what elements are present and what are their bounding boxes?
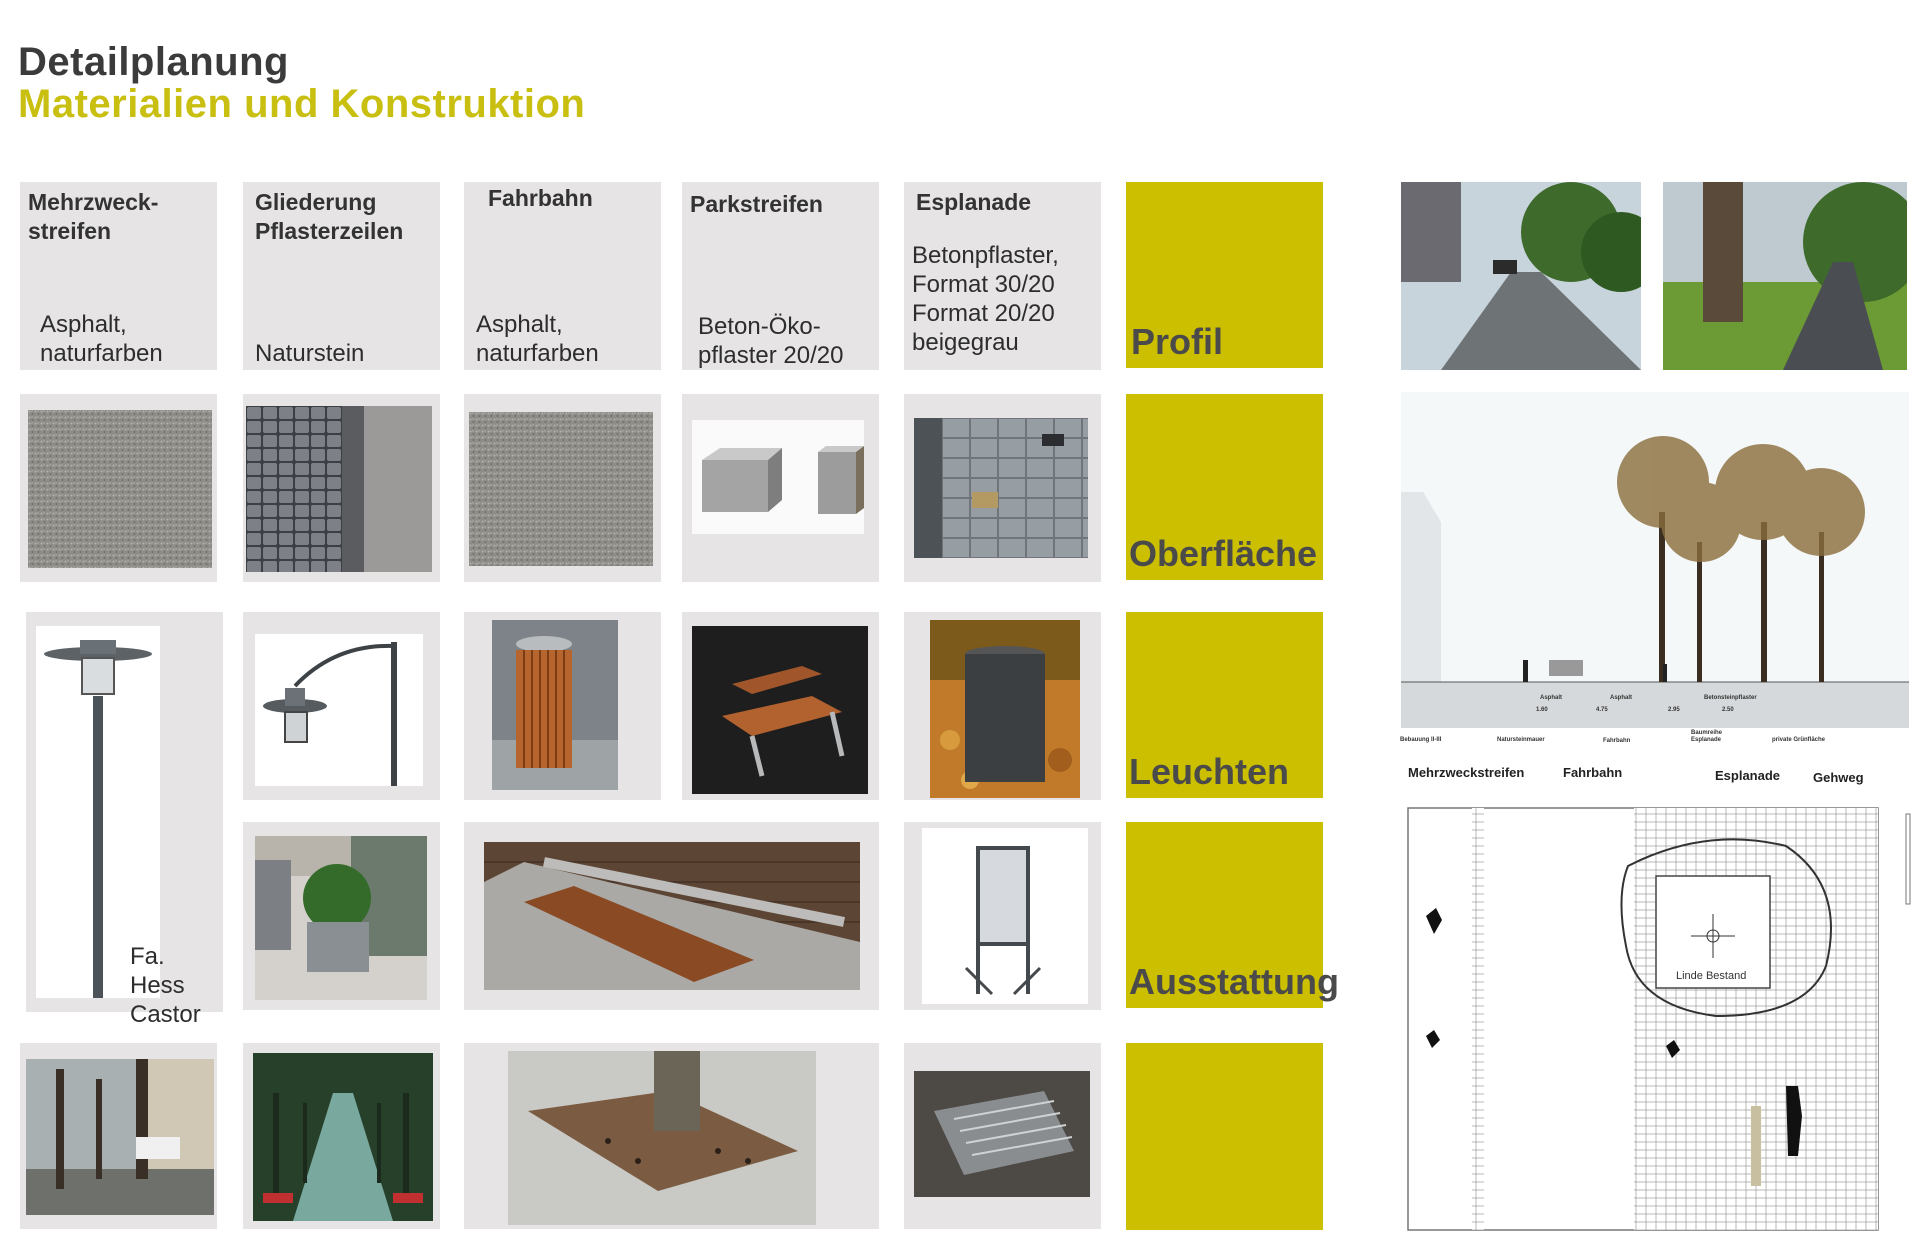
furniture-card-sign bbox=[904, 822, 1101, 1010]
site-plan bbox=[1406, 806, 1914, 1232]
section-label: Fahrbahn bbox=[1603, 738, 1631, 744]
tree-card-grate bbox=[464, 1043, 879, 1229]
column-material: Betonpflaster, Format 30/20 Format 20/20 beigegrau bbox=[912, 242, 1059, 356]
tree-guard-image bbox=[914, 1071, 1090, 1197]
tree-card-boulevard bbox=[243, 1043, 440, 1229]
column-card-esplanade bbox=[904, 182, 1101, 370]
column-card-fahrbahn bbox=[464, 182, 661, 370]
tree-card-alley bbox=[20, 1043, 217, 1229]
column-heading: Gliederung Pflasterzeilen bbox=[255, 189, 404, 244]
furniture-card-long-bench bbox=[464, 822, 879, 1010]
column-material: Asphalt, naturfarben bbox=[476, 311, 599, 367]
category-label: Leuchten bbox=[1129, 751, 1290, 792]
pendant-lamp-image bbox=[255, 634, 423, 786]
surface-card-fahrbahn bbox=[464, 394, 661, 582]
long-bench-image bbox=[484, 842, 860, 990]
section-label: Bebauung II-III bbox=[1400, 737, 1442, 743]
page-title: Detailplanung bbox=[18, 40, 289, 84]
asphalt-texture-image bbox=[469, 412, 653, 566]
surface-card-asphalt bbox=[20, 394, 217, 582]
category-leuchten bbox=[1126, 612, 1323, 798]
category-profil bbox=[1126, 182, 1323, 368]
wooden-bin-image bbox=[492, 620, 618, 790]
surface-card-oekopflaster bbox=[682, 394, 879, 582]
eco-paver-image bbox=[692, 420, 864, 534]
lamp-card-pendant bbox=[243, 612, 440, 800]
street-label: Betonsteinpflaster bbox=[1704, 695, 1757, 701]
bench-image bbox=[692, 626, 868, 794]
zone-label: Mehrzweckstreifen bbox=[1408, 765, 1525, 780]
page-subtitle: Materialien und Konstruktion bbox=[18, 82, 586, 126]
lamp-caption: Fa. Hess Castor bbox=[130, 943, 201, 1028]
column-heading: Parkstreifen bbox=[690, 191, 823, 217]
furniture-card-bin bbox=[464, 612, 661, 800]
column-material: Beton-Öko- pflaster 20/20 bbox=[698, 313, 844, 369]
category-label: Ausstattung bbox=[1129, 961, 1339, 1002]
dimension-label: 2.50 bbox=[1722, 707, 1734, 713]
asphalt-texture-image bbox=[28, 410, 212, 568]
category-label: Oberfläche bbox=[1129, 533, 1318, 574]
column-material: Naturstein bbox=[255, 340, 365, 367]
metal-bin-image bbox=[930, 620, 1080, 798]
dimension-label: 2.95 bbox=[1668, 707, 1680, 713]
section-label: private Grünfläche bbox=[1772, 737, 1826, 743]
street-photo-1 bbox=[1401, 182, 1641, 370]
display-board-image bbox=[922, 828, 1088, 1004]
concrete-paver-image bbox=[914, 418, 1088, 558]
furniture-card-bench bbox=[682, 612, 879, 800]
zone-label: Gehweg bbox=[1813, 770, 1864, 785]
section-label: Natursteinmauer bbox=[1497, 737, 1545, 743]
cobblestone-image bbox=[246, 406, 432, 572]
column-card-parkstreifen bbox=[682, 182, 879, 370]
zone-label: Esplanade bbox=[1715, 768, 1781, 783]
lamp-card-castor bbox=[26, 612, 223, 1028]
street-label: Asphalt bbox=[1540, 695, 1563, 701]
boulevard-image bbox=[253, 1053, 433, 1221]
tree-grate-image bbox=[508, 1051, 816, 1225]
street-label: Asphalt bbox=[1610, 695, 1633, 701]
column-heading: Esplanade bbox=[916, 189, 1032, 215]
furniture-card-bin-autumn bbox=[904, 612, 1101, 800]
column-heading: Mehrzweck- streifen bbox=[28, 189, 159, 244]
dimension-label: 1.60 bbox=[1536, 707, 1548, 713]
street-photo-2 bbox=[1663, 182, 1907, 370]
category-ausstattung bbox=[1126, 822, 1339, 1008]
column-heading: Fahrbahn bbox=[488, 185, 593, 211]
column-material: Asphalt, naturfarben bbox=[40, 311, 163, 367]
furniture-card-planter bbox=[243, 822, 440, 1010]
planter-image bbox=[255, 836, 427, 1000]
category-label: Profil bbox=[1131, 321, 1224, 362]
tree-card-guard bbox=[904, 1043, 1101, 1229]
surface-card-naturstein bbox=[243, 394, 440, 582]
street-cross-section bbox=[1401, 392, 1909, 728]
surface-card-betonpflaster bbox=[904, 394, 1101, 582]
column-card-mehrzweckstreifen bbox=[20, 182, 217, 370]
tree-label: Linde Bestand bbox=[1676, 970, 1747, 982]
street-trees-image bbox=[26, 1059, 214, 1215]
category-oberflaeche bbox=[1126, 394, 1323, 580]
column-card-gliederung bbox=[243, 182, 440, 370]
section-label: Baumreihe Esplanade bbox=[1691, 730, 1723, 743]
category-blank bbox=[1126, 1043, 1323, 1230]
dimension-label: 4.75 bbox=[1596, 707, 1608, 713]
zone-label: Fahrbahn bbox=[1563, 765, 1623, 780]
